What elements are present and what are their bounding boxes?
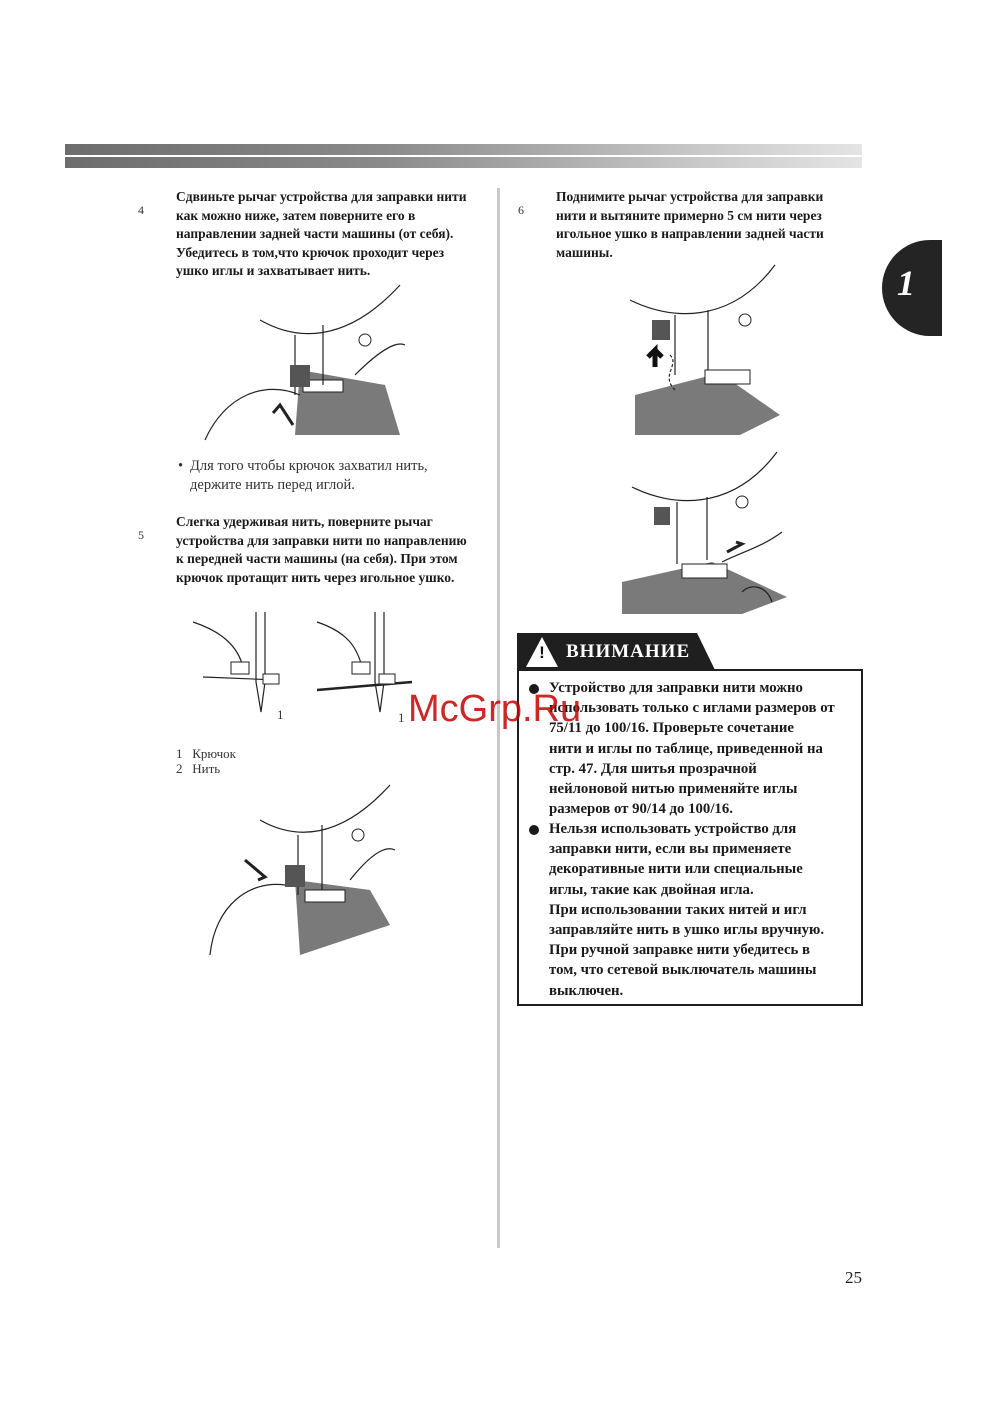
step-4-illustration [205, 285, 405, 445]
warning-bullet-2 [529, 825, 539, 835]
step-5-illustration [210, 785, 395, 955]
step-6-illustration-top [630, 265, 785, 435]
warning-paragraph-1: Устройство для заправки нити можно использовать только с иглами размеров от 75/11 до 100/16. Проверьте сочетание нити и иглы по таблице, приведенной на стр. 47. Для шитья прозрачной нейлоновой нитью применяйте иглы размеров от 90/14 до 100/16. [549, 680, 835, 818]
warning-icon-mark: ! [539, 643, 545, 662]
legend-label-hook: Крючок [192, 746, 236, 761]
callout-1-left: 1 [277, 707, 284, 722]
step-6-text: Поднимите рычаг устройства для заправки нити и вытяните примерно 5 см нити через игольное ушко в направлении задней части машины. [556, 189, 824, 260]
legend-num-2: 2 [176, 761, 183, 776]
warning-paragraph-2: Нельзя использовать устройство для заправки нити, если вы применяете декоративные нити или специальные иглы, такие как двойная игла. При использовании таких нитей и игл заправляйте нить в ушко иглы вручную. При ручной заправке нити убедитесь в том, что сетевой выключатель машины выключен. [549, 821, 825, 999]
step-6-illustration-bottom [622, 452, 787, 614]
step-5-text: Слегка удерживая нить, поверните рычаг устройства для заправки нити по направлению к передней части машины (на себя). При этом крючок протащит нить через игольное ушко. [176, 514, 467, 585]
step-5-number: 5 [138, 528, 144, 542]
legend [176, 746, 236, 776]
header-bar [65, 144, 862, 168]
step-4-text: Сдвиньте рычаг устройства для заправки нити как можно ниже, затем поверните его в направлении задней части машины (от себя). Убедитесь в том,что крючок проходит через ушко иглы и захватывает нить. [176, 189, 467, 278]
hook-detail-right [317, 612, 417, 722]
watermark: McGrp.Ru [408, 688, 582, 730]
legend-num-1: 1 [176, 746, 183, 761]
note-bullet: • [178, 458, 184, 474]
hook-detail-left [193, 612, 293, 722]
warning-title: ВНИМАНИЕ [566, 641, 691, 662]
callout-1-right: 1 [398, 710, 405, 725]
step-4-number: 4 [138, 203, 144, 217]
chapter-number: 1 [897, 263, 915, 303]
step-6-number: 6 [518, 203, 524, 217]
legend-label-thread: Нить [192, 761, 221, 776]
note-text: Для того чтобы крючок захватил нить, держите нить перед иглой. [190, 458, 428, 493]
page-number: 25 [845, 1268, 862, 1287]
